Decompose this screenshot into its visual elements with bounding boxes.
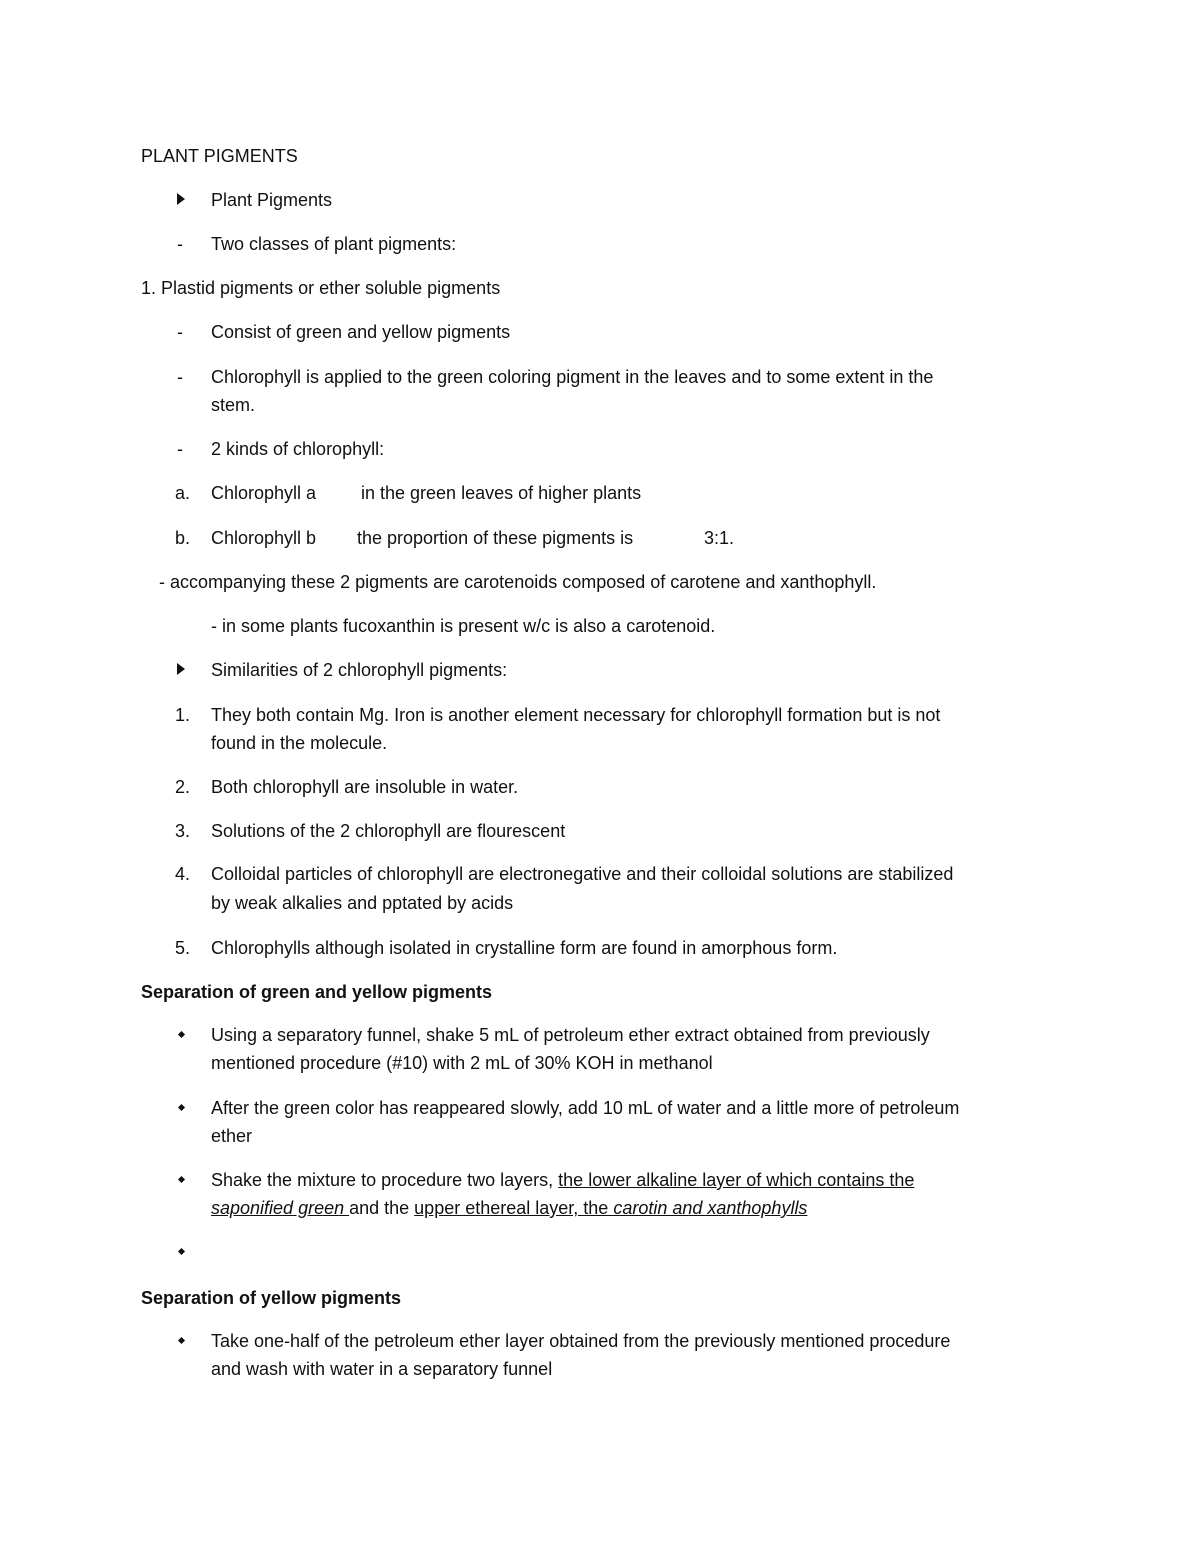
similarity-4-line2: by weak alkalies and pptated by acids [211,893,514,913]
plastid-pigments-item: 1. Plastid pigments or ether soluble pigments [141,278,501,298]
similarity-2: Both chlorophyll are insoluble in water. [211,777,519,797]
bullet-icon [178,1176,185,1183]
yellow-step-1-line1: Take one-half of the petroleum ether layer obtained from the previously mentioned procedure [211,1331,951,1351]
section-heading-yellow: Separation of yellow pigments [141,1288,402,1308]
similarity-1-line1: They both contain Mg. Iron is another element necessary for chlorophyll formation but is not [211,705,941,725]
chlorophyll-text-line1: Chlorophyll is applied to the green coloring pigment in the leaves and to some extent in the [211,367,934,387]
arrow-bullet-icon [177,663,185,675]
list-marker-b: b. [175,528,191,548]
and-the-text: and the [349,1198,415,1218]
dash-marker: - [177,322,183,342]
green-step-3-text: Shake the mixture to procedure two layers, [211,1170,559,1190]
bullet-icon [178,1104,185,1111]
accompanying-text: - accompanying these 2 pigments are carotenoids composed of carotene and xanthophyll. [159,572,877,592]
list-marker-a: a. [175,483,191,503]
fucoxanthin-text: - in some plants fucoxanthin is present w/c is also a carotenoid. [211,616,716,636]
upper-layer-underline: upper ethereal layer, the [414,1198,614,1218]
chlorophyll-a-desc: in the green leaves of higher plants [361,483,642,503]
similarity-5: Chlorophylls although isolated in crystalline form are found in amorphous form. [211,938,838,958]
numbered-marker: 5. [175,938,191,958]
dash-marker: - [177,234,183,254]
numbered-marker: 4. [175,864,191,884]
bullet-icon [178,1337,185,1344]
green-step-1-line2: mentioned procedure (#10) with 2 mL of 30% KOH in methanol [211,1053,713,1073]
dash-marker: - [177,439,183,459]
saponified-green-text: saponified green [211,1198,350,1218]
chlorophyll-ratio: 3:1. [704,528,735,548]
similarity-3: Solutions of the 2 chlorophyll are flourescent [211,821,566,841]
section-heading-green-yellow: Separation of green and yellow pigments [141,982,493,1002]
chlorophyll-b-desc: the proportion of these pigments is [357,528,634,548]
carotin-xanthophylls-text: carotin and xanthophylls [613,1198,808,1218]
green-step-2-line1: After the green color has reappeared slowly, add 10 mL of water and a little more of petroleum [211,1098,960,1118]
document-title: PLANT PIGMENTS [141,146,298,166]
bullet-icon [178,1248,185,1255]
kinds-text: 2 kinds of chlorophyll: [211,439,385,459]
green-step-3-line2 [211,1197,807,1219]
yellow-step-1-line2: and wash with water in a separatory funnel [211,1359,553,1379]
consist-text: Consist of green and yellow pigments [211,322,511,342]
arrow-bullet-icon [177,193,185,205]
similarities-heading: Similarities of 2 chlorophyll pigments: [211,660,508,680]
numbered-marker: 2. [175,777,191,797]
two-classes-text: Two classes of plant pigments: [211,234,457,254]
green-step-1-line1: Using a separatory funnel, shake 5 mL of petroleum ether extract obtained from previously [211,1025,930,1045]
lower-layer-underline: the lower alkaline layer of which contains the [558,1170,915,1190]
similarity-4-line1: Colloidal particles of chlorophyll are electronegative and their colloidal solutions are stabilized [211,864,954,884]
green-step-3-line1 [211,1169,914,1191]
numbered-marker: 3. [175,821,191,841]
bullet-icon [178,1031,185,1038]
green-step-2-line2: ether [211,1126,253,1146]
numbered-marker: 1. [175,705,191,725]
chlorophyll-b-name: Chlorophyll b [211,528,317,548]
similarity-1-line2: found in the molecule. [211,733,388,753]
dash-marker: - [177,367,183,387]
chlorophyll-text-line2: stem. [211,395,256,415]
plant-pigments-bullet: Plant Pigments [211,190,333,210]
chlorophyll-a-name: Chlorophyll a [211,483,317,503]
